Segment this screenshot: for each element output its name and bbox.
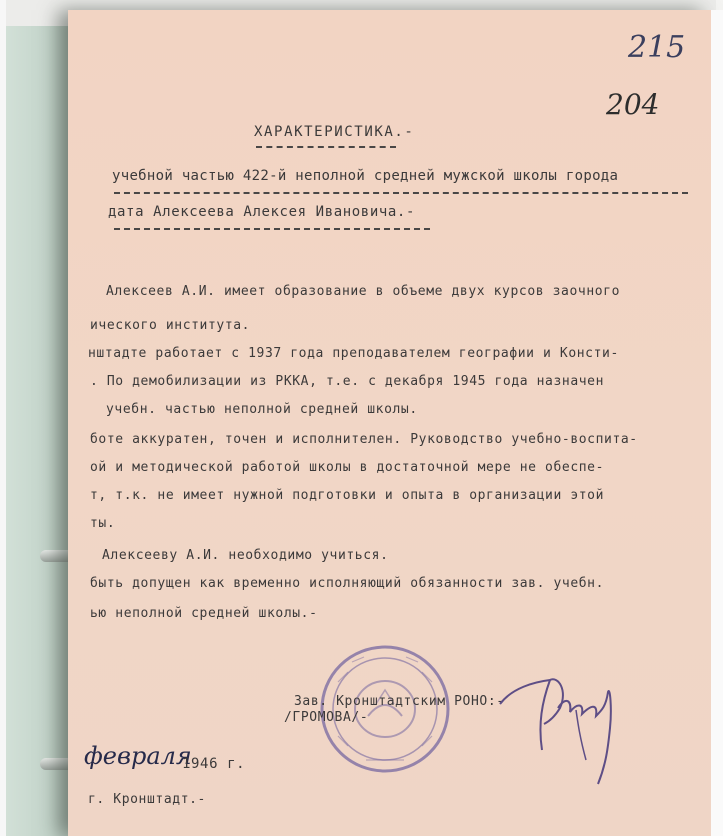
official-stamp-icon: [318, 642, 452, 776]
body-line: ью неполной средней школы.-: [90, 606, 318, 621]
body-line: т, т.к. не имеет нужной подготовки и опыта в организации этой: [90, 488, 605, 503]
body-line: боте аккуратен, точен и исполнителен. Руководство учебно-воспита-: [90, 432, 638, 447]
subject-line-2: дата Алексеева Алексея Ивановича.-: [108, 204, 415, 220]
page-right-margin: [711, 10, 723, 836]
document-page: [68, 10, 711, 836]
subject-underline-1: [114, 192, 688, 194]
archive-number-old: 215: [628, 30, 686, 65]
handwritten-date: февраля: [84, 742, 192, 770]
document-title: ХАРАКТЕРИСТИКА.-: [254, 124, 415, 140]
signer-name: /ГРОМОВА/-: [284, 710, 369, 725]
archive-number-new: 204: [606, 88, 660, 121]
subject-underline-2: [114, 228, 430, 230]
body-line: быть допущен как временно исполняющий обязанности зав. учебн.: [90, 576, 605, 591]
body-line: Алексеев А.И. имеет образование в объеме двух курсов заочного: [106, 284, 621, 299]
subject-line-1: учебной частью 422-й неполной средней мужской школы города: [112, 168, 619, 184]
body-line: ты.: [90, 516, 116, 531]
body-line: ического института.: [90, 318, 251, 333]
title-underline: [256, 146, 396, 148]
body-line: учебн. частью неполной средней школы.: [106, 402, 418, 417]
body-line: нштадте работает с 1937 года преподавателем географии и Консти-: [88, 346, 619, 361]
handwritten-signature-icon: [498, 668, 638, 788]
body-line: Алексееву А.И. необходимо учиться.: [102, 548, 389, 563]
body-line: ой и методической работой школы в достаточной мере не обеспе-: [90, 460, 605, 475]
date-year: 1946 г.: [182, 756, 246, 772]
signer-line: Зав. Кронштадтским РОНО:-: [294, 694, 505, 709]
place-line: г. Кронштадт.-: [88, 792, 206, 807]
body-line: . По демобилизации из РККА, т.е. с декабря 1945 года назначен: [90, 374, 605, 389]
